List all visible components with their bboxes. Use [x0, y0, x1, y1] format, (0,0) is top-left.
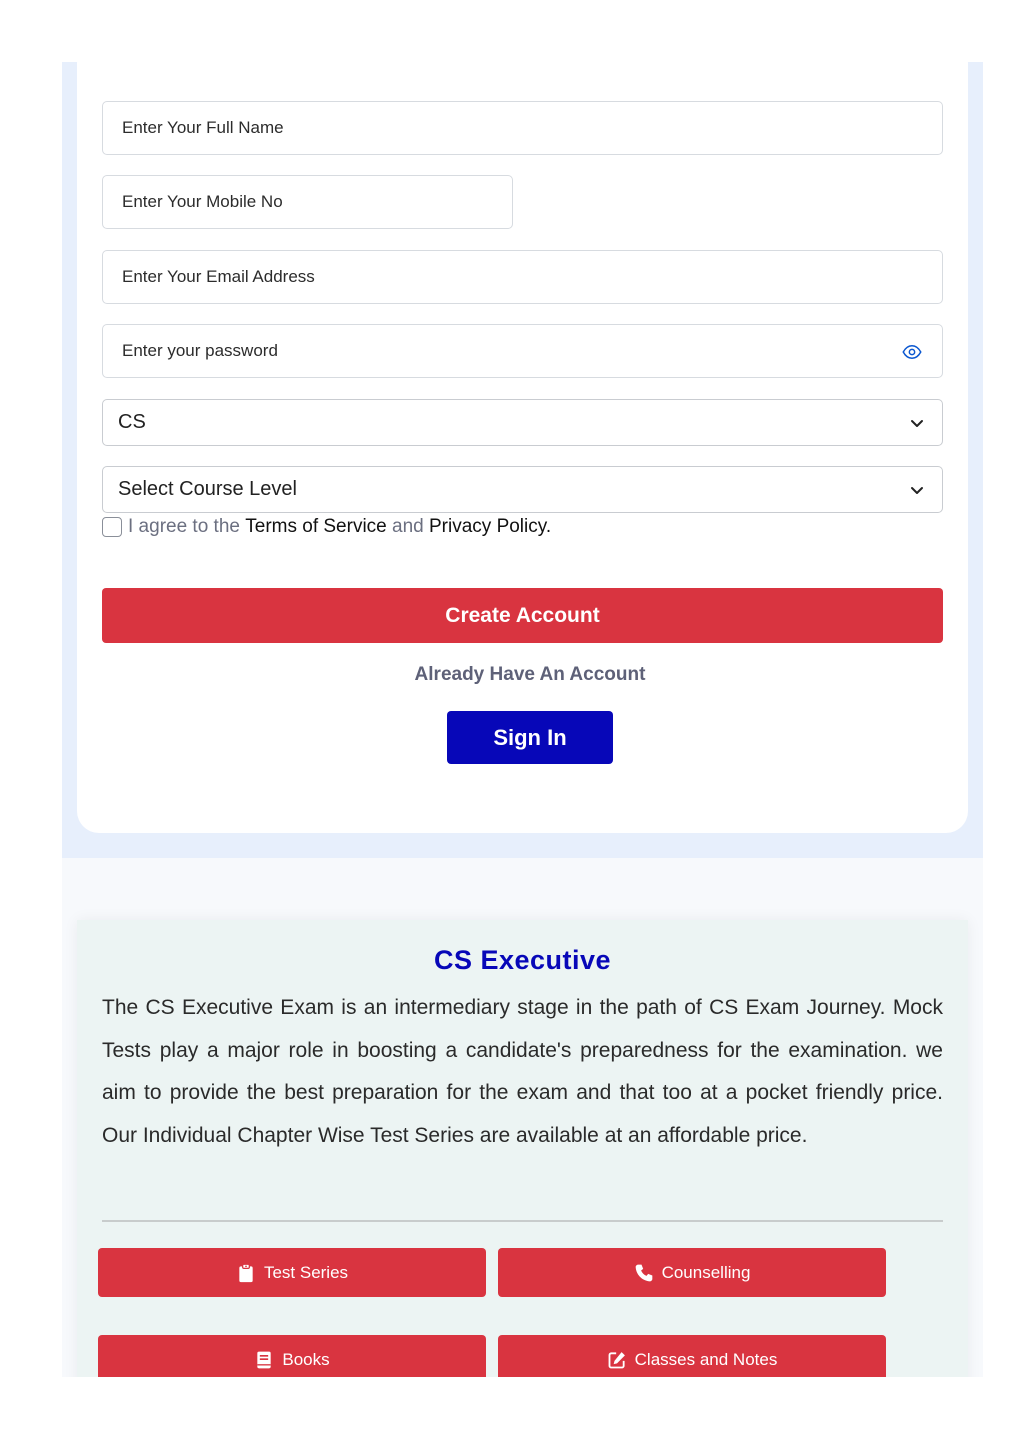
agree-checkbox[interactable] — [102, 517, 122, 537]
page-viewport — [62, 62, 983, 1377]
signup-section — [62, 62, 983, 858]
course-select-value: CS — [118, 411, 146, 433]
classes-and-notes-button[interactable] — [498, 1335, 886, 1377]
info-title: CS Executive — [433, 945, 612, 975]
create-account-button[interactable]: Create Account — [102, 588, 943, 643]
mobile-input[interactable] — [103, 176, 512, 228]
phone-icon — [634, 1263, 654, 1283]
course-level-select[interactable] — [102, 466, 943, 513]
chevron-down-icon — [909, 482, 925, 498]
privacy-policy-link[interactable]: Privacy Policy. — [429, 516, 552, 537]
terms-agreement — [102, 515, 551, 539]
divider — [102, 1220, 943, 1222]
classes-and-notes-label: Classes and Notes — [634, 1349, 778, 1369]
agree-prefix-text: I agree to the — [128, 516, 246, 537]
agree-and-text: and — [386, 516, 429, 537]
books-label: Books — [282, 1349, 330, 1369]
signup-form-card — [77, 62, 968, 833]
sign-in-button[interactable]: Sign In — [447, 711, 613, 764]
eye-icon[interactable] — [902, 342, 922, 362]
password-input[interactable] — [103, 325, 942, 377]
counselling-button[interactable] — [498, 1248, 886, 1297]
terms-of-service-link[interactable]: Terms of Service — [245, 516, 387, 537]
book-icon — [254, 1350, 274, 1370]
counselling-label: Counselling — [661, 1262, 751, 1282]
password-field[interactable] — [102, 324, 943, 378]
books-button[interactable] — [98, 1335, 486, 1377]
email-input[interactable] — [103, 251, 942, 303]
mobile-field[interactable] — [102, 175, 513, 229]
test-series-label: Test Series — [263, 1262, 349, 1282]
edit-icon — [607, 1350, 627, 1370]
full-name-field[interactable] — [102, 101, 943, 155]
cs-executive-info-card — [77, 920, 968, 1377]
course-select[interactable] — [102, 399, 943, 446]
already-have-account-text: Already Have An Account — [414, 664, 646, 685]
course-level-select-value: Select Course Level — [118, 478, 297, 500]
clipboard-icon — [236, 1263, 256, 1283]
chevron-down-icon — [909, 415, 925, 431]
info-description: The CS Executive Exam is an intermediary stage in the path of CS Exam Journey. Mock Tests play a major role in boosting a candidate's preparedness for the examination. we aim to provide the best preparation for the exam and that too at a pocket friendly price. Our Individual Chapter Wise Test Series are available at an affordable price. — [102, 996, 943, 1147]
test-series-button[interactable] — [98, 1248, 486, 1297]
full-name-input[interactable] — [103, 102, 942, 154]
email-field[interactable] — [102, 250, 943, 304]
